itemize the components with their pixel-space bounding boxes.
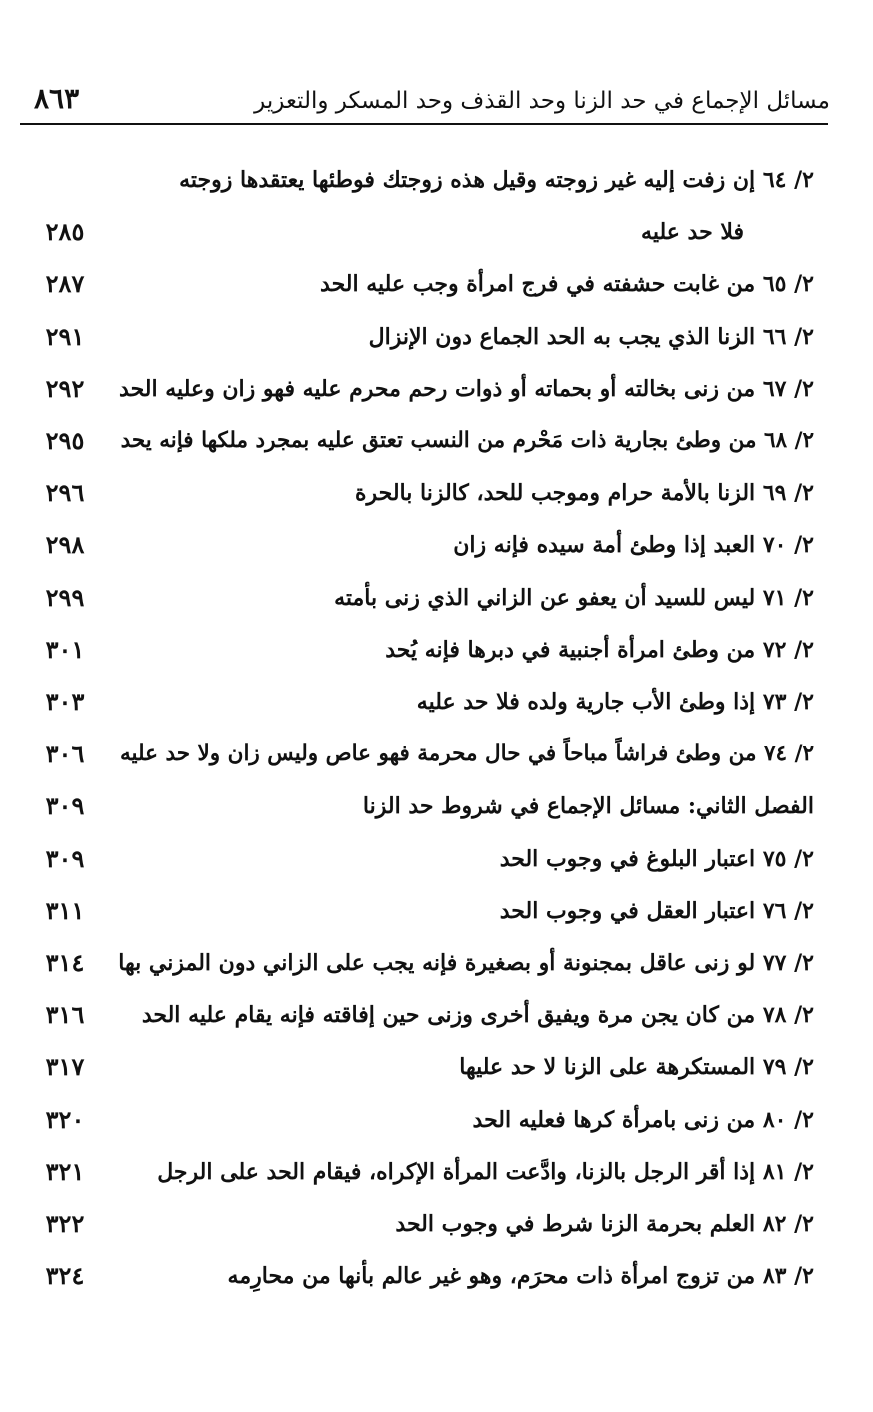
toc-entry (20, 578, 820, 618)
toc-entry-page: ٢٨٥ (45, 217, 85, 246)
toc-entry (20, 630, 820, 670)
toc-entry-page: ٣١٤ (45, 948, 85, 977)
toc-entry (20, 160, 820, 200)
toc-entry-title: ٢/ ٨٢ العلم بحرمة الزنا شرط في وجوب الحد (395, 1211, 814, 1237)
toc-entry-page: ٣١٧ (45, 1052, 85, 1081)
toc-entry-title: ٢/ ٨٠ من زنى بامرأة كرها فعليه الحد (472, 1107, 814, 1133)
toc-entry-title: فلا حد عليه (641, 219, 744, 245)
toc-entry (20, 317, 820, 357)
toc-entry-title: ٢/ ٧١ ليس للسيد أن يعفو عن الزاني الذي زنى بأمته (334, 585, 814, 611)
toc-entry-title: ٢/ ٦٨ من وطئ بجارية ذات مَحْرم من النسب تعتق عليه بمجرد ملكها فإنه يحد (120, 428, 814, 453)
toc-entry-title: ٢/ ٧٧ لو زنى عاقل بمجنونة أو بصغيرة فإنه يجب على الزاني دون المزني بها (118, 950, 814, 976)
toc-entry-page: ٣٢٠ (45, 1105, 85, 1134)
toc-entry (20, 943, 820, 983)
toc-entry (20, 264, 820, 304)
running-title: مسائل الإجماع في حد الزنا وحد القذف وحد المسكر والتعزير (254, 88, 830, 114)
toc-entry-title: ٢/ ٧٨ من كان يجن مرة ويفيق أخرى وزنى حين إفاقته فإنه يقام عليه الحد (141, 1002, 814, 1028)
toc-entry-title: ٢/ ٧٢ من وطئ امرأة أجنبية في دبرها فإنه يُحد (385, 637, 814, 663)
toc-entry-page: ٣٠١ (45, 635, 85, 664)
toc-entry-page: ٢٨٧ (45, 269, 85, 298)
toc-entry (20, 839, 820, 879)
toc-entry (20, 1047, 820, 1087)
toc-entry-page: ٣٢١ (45, 1157, 85, 1186)
toc-entry (20, 1152, 820, 1192)
toc-entry (20, 995, 820, 1035)
toc-entry-title: ٢/ ٧٥ اعتبار البلوغ في وجوب الحد (499, 846, 814, 872)
toc-entry-page: ٢٩٢ (45, 374, 85, 403)
toc-entry (20, 369, 820, 409)
toc-entry (20, 212, 820, 252)
toc-entry-page: ٢٩٦ (45, 478, 85, 507)
toc-entry-page: ٣٠٩ (45, 791, 85, 820)
toc-entry (20, 734, 820, 774)
toc-entry-title: ٢/ ٦٧ من زنى بخالته أو بحماته أو ذوات رحم محرم عليه فهو زان وعليه الحد (119, 376, 814, 402)
toc-entry-title: ٢/ ٧٣ إذا وطئ الأب جارية ولده فلا حد عليه (416, 689, 814, 715)
toc-entry (20, 421, 820, 461)
toc-entry-title: ٢/ ٦٩ الزنا بالأمة حرام وموجب للحد، كالزنا بالحرة (354, 480, 814, 506)
toc-entry-page: ٣٢٤ (45, 1261, 85, 1290)
toc-entry-page: ٢٩٨ (45, 530, 85, 559)
toc-entry (20, 1256, 820, 1296)
toc-entry-title: ٢/ ٦٤ إن زفت إليه غير زوجته وقيل هذه زوجتك فوطئها يعتقدها زوجته (179, 167, 814, 193)
toc-chapter-heading (20, 786, 820, 826)
toc-entry-title: ٢/ ٦٦ الزنا الذي يجب به الحد الجماع دون الإنزال (368, 324, 814, 350)
toc-entry-title: ٢/ ٧٦ اعتبار العقل في وجوب الحد (499, 898, 814, 924)
toc-entry (20, 682, 820, 722)
toc-entry-page: ٣٠٦ (45, 739, 85, 768)
toc-entry-page: ٣١٦ (45, 1000, 85, 1029)
toc-entry-page: ٣٠٩ (45, 844, 85, 873)
toc-entry (20, 525, 820, 565)
toc-entry-title: ٢/ ٧٠ العبد إذا وطئ أمة سيده فإنه زان (453, 532, 814, 558)
toc-entry-title: ٢/ ٧٩ المستكرهة على الزنا لا حد عليها (459, 1054, 814, 1080)
toc-entry-title: ٢/ ٨١ إذا أقر الرجل بالزنا، وادَّعت المرأة الإكراه، فيقام الحد على الرجل (157, 1159, 814, 1185)
toc-entry-page: ٣١١ (45, 896, 85, 925)
toc-entry-title: ٢/ ٦٥ من غابت حشفته في فرج امرأة وجب عليه الحد (320, 271, 814, 297)
toc-entry (20, 1100, 820, 1140)
page-number: ٨٦٣ (34, 82, 80, 115)
toc-entry-title: ٢/ ٨٣ من تزوج امرأة ذات محرَم، وهو غير عالم بأنها من محارِمه (227, 1263, 814, 1289)
toc-entry-title: ٢/ ٧٤ من وطئ فراشاً مباحاً في حال محرمة فهو عاص وليس زان ولا حد عليه (120, 741, 814, 766)
toc-entry (20, 1204, 820, 1244)
toc-entry-page: ٢٩١ (45, 322, 85, 351)
header-rule (20, 123, 828, 125)
toc-entry-page: ٣٢٢ (45, 1209, 85, 1238)
toc-entry-title: الفصل الثاني: مسائل الإجماع في شروط حد الزنا (362, 793, 814, 819)
toc-entry-page: ٢٩٩ (45, 583, 85, 612)
toc-entry-page: ٣٠٣ (45, 687, 85, 716)
running-header (30, 78, 830, 122)
toc-entry (20, 891, 820, 931)
toc-entry (20, 473, 820, 513)
toc-entry-page: ٢٩٥ (45, 426, 85, 455)
